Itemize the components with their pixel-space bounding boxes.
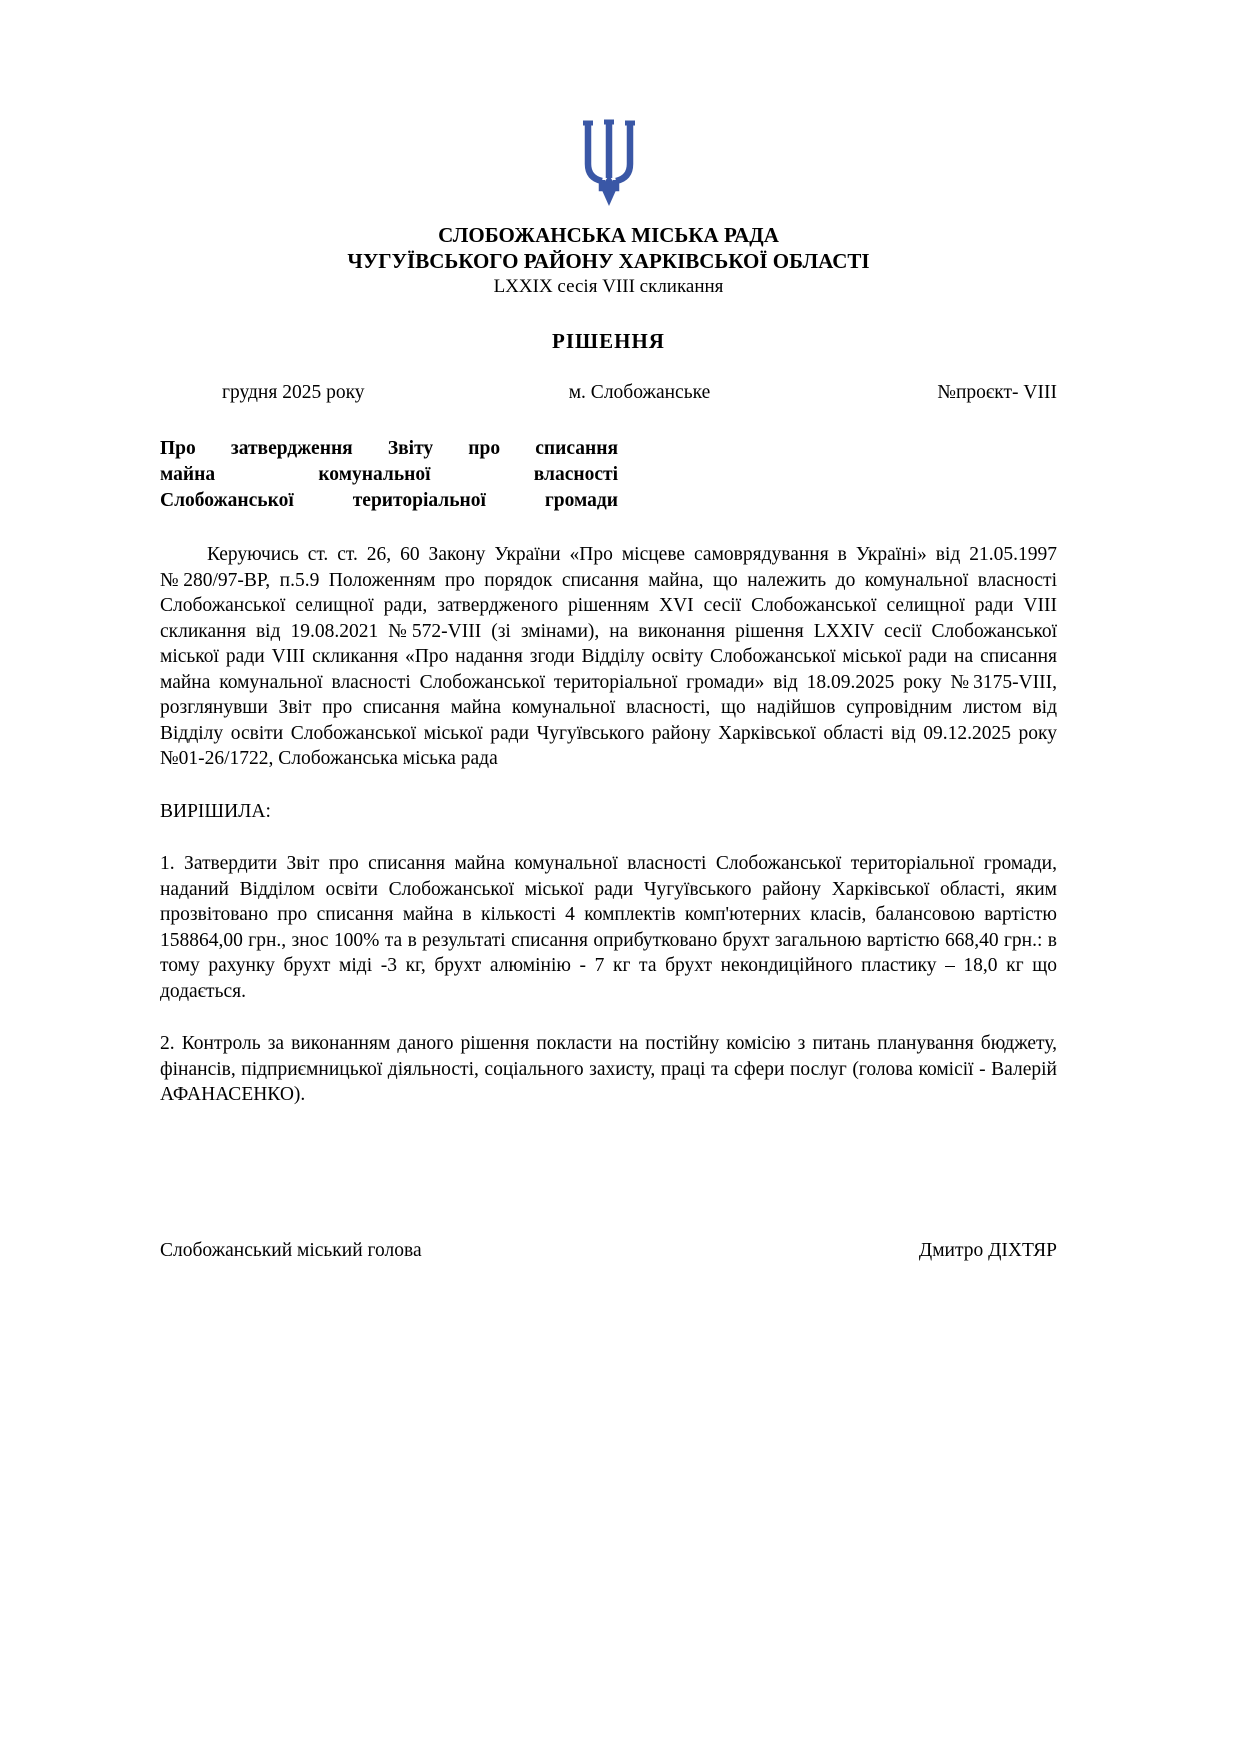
doc-date: грудня 2025 року <box>222 382 365 403</box>
signature-row <box>160 1240 1057 1262</box>
resolved-label: ВИРІШИЛА: <box>160 800 271 822</box>
trident-icon <box>577 118 641 208</box>
resolution-item-2: 2. Контроль за виконанням даного рішення покласти на постійну комісію з питань планування бюджету, фінансів, підприємницької діяльності, соціального захисту, праці та сфери послуг (голова комісії - Валерій АФАНАСЕНКО). <box>160 1033 1057 1105</box>
resolution-item-1: 1. Затвердити Звіт про списання майна комунальної власності Слобожанської територіальної громади, наданий Відділом освіти Слобожанської міської ради Чугуївського району Харківської області, яким прозвітовано про списання майна в кількості 4 комплектів комп'ютерних класів, балансовою вартістю 158864,00 грн., знос 100% та в результаті списання оприбутковано брухт загальною вартістю 668,40 грн.: в тому рахунку брухт міді -3 кг, брухт алюмінію - 7 кг та брухт некондиційного пластику – 18,0 кг що додається. <box>160 853 1057 1002</box>
signature-name: Дмитро ДІХТЯР <box>918 1239 1057 1261</box>
doc-place: м. Слобожанське <box>568 382 711 403</box>
ukraine-trident-emblem <box>160 118 1057 214</box>
org-region: ЧУГУЇВСЬКОГО РАЙОНУ ХАРКІВСЬКОЇ ОБЛАСТІ <box>347 249 870 273</box>
session-line: LXXIX сесія VIII скликання <box>493 276 724 297</box>
org-name: СЛОБОЖАНСЬКА МІСЬКА РАДА <box>438 223 779 247</box>
doc-number: №проєкт- VIII <box>937 382 1057 403</box>
subject-block <box>160 436 618 514</box>
subject-line: майна комунальної власності <box>160 464 618 485</box>
document-type-title: РІШЕННЯ <box>552 329 665 353</box>
meta-row <box>160 382 1057 404</box>
document-header <box>160 222 1057 299</box>
subject-line: Слобожанської територіальної громади <box>160 490 618 511</box>
signature-title: Слобожанський міський голова <box>160 1239 422 1261</box>
subject-line: Про затвердження Звіту про списання <box>160 438 618 459</box>
preamble-paragraph: Керуючись ст. ст. 26, 60 Закону України «Про місцеве самоврядування в Україні» від 21.05.1997 №280/97-ВР, п.5.9 Положенням про порядок списання майна, що належить до комунальної власності Слобожанської селищної ради, затвердженого рішенням XVI сесії Слобожанської селищної ради VIII скликання від 19.08.2021 №572-VIII (зі змінами), на виконання рішення LXXIV сесії Слобожанської міської ради VIII скликання «Про надання згоди Відділу освіту Слобожанської міської ради на списання майна комунальної власності Слобожанської територіальної громади» від 18.09.2025 року №3175-VIII, розглянувши Звіт про списання майна комунальної власності, що надійшов супровідним листом від Відділу освіти Слобожанської міської ради Чугуївського району Харківської області від 09.12.2025 року №01-26/1722, Слобожанська міська рада <box>160 544 1057 769</box>
